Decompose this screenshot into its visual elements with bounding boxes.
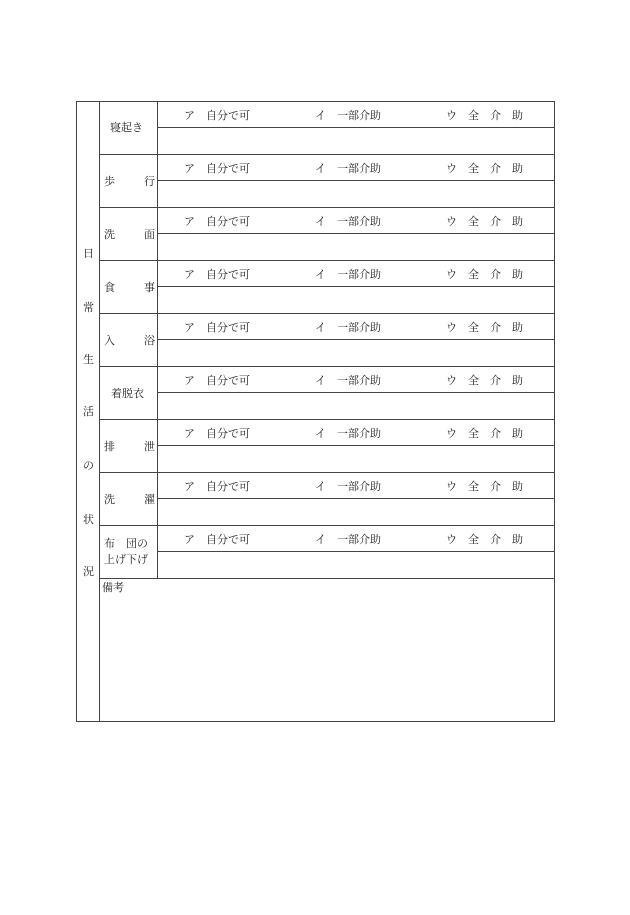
section-heading-char: 状 [83,513,94,526]
section-heading-column [77,102,100,721]
notes-cell[interactable] [158,340,554,366]
activity-label-cell [100,526,158,578]
option-full-assist[interactable]: ウ 全 介 助 [446,162,523,175]
activity-label-cell [100,261,158,313]
notes-cell[interactable] [158,499,554,525]
option-partial-assist[interactable]: イ 一部介助 [315,374,381,387]
option-full-assist[interactable]: ウ 全 介 助 [446,215,523,228]
activity-label-line2: 上げ下げ [104,553,148,566]
options-cell [158,420,554,446]
daily-living-form [76,101,555,722]
options-cell [158,208,554,234]
option-self[interactable]: ア 自分で可 [184,321,250,334]
option-self[interactable]: ア 自分で可 [184,162,250,175]
options-cell [158,155,554,181]
options-cell [158,314,554,340]
notes-cell[interactable] [158,128,554,154]
option-self[interactable]: ア 自分で可 [184,109,250,122]
activity-label-cell [100,420,158,472]
notes-cell[interactable] [158,552,554,578]
options-cell [158,473,554,499]
activity-label-right: 面 [144,228,155,241]
activity-label-left: 食 [104,281,115,294]
option-self[interactable]: ア 自分で可 [184,268,250,281]
option-full-assist[interactable]: ウ 全 介 助 [446,109,523,122]
remarks-label: 備考 [102,581,124,594]
activity-row-bathing [100,314,554,367]
option-self[interactable]: ア 自分で可 [184,533,250,546]
option-full-assist[interactable]: ウ 全 介 助 [446,427,523,440]
options-cell [158,261,554,287]
activity-row-walking [100,155,554,208]
activity-label-left: 洗 [104,228,115,241]
activity-row-waking [100,102,554,155]
activity-label: 寝起き [110,121,143,134]
section-heading-char: 況 [83,565,94,578]
activity-label-right: 濯 [144,493,155,506]
activity-label-cell [100,155,158,207]
option-full-assist[interactable]: ウ 全 介 助 [446,374,523,387]
option-partial-assist[interactable]: イ 一部介助 [315,268,381,281]
option-full-assist[interactable]: ウ 全 介 助 [446,480,523,493]
options-cell [158,367,554,393]
activity-label-right: 行 [144,175,155,188]
section-heading-char: 生 [83,353,94,366]
activity-row-dressing [100,367,554,420]
option-full-assist[interactable]: ウ 全 介 助 [446,533,523,546]
options-cell [158,102,554,128]
activity-label-left: 歩 [104,175,115,188]
activity-row-washing-face [100,208,554,261]
activity-label-right: 浴 [144,334,155,347]
activity-row-laundry [100,473,554,526]
activity-label: 着脱衣 [111,387,144,400]
notes-cell[interactable] [158,234,554,260]
option-partial-assist[interactable]: イ 一部介助 [315,427,381,440]
option-partial-assist[interactable]: イ 一部介助 [315,480,381,493]
activity-label-line1: 布 団の [104,537,148,550]
section-heading-char: 日 [83,247,94,260]
option-self[interactable]: ア 自分で可 [184,427,250,440]
activity-label-left: 入 [104,334,115,347]
option-partial-assist[interactable]: イ 一部介助 [315,321,381,334]
activity-label-left: 排 [104,440,115,453]
activity-label-cell [100,314,158,366]
notes-cell[interactable] [158,287,554,313]
option-partial-assist[interactable]: イ 一部介助 [315,109,381,122]
remarks-area[interactable] [100,579,554,721]
activity-label-cell [100,367,158,419]
option-partial-assist[interactable]: イ 一部介助 [315,215,381,228]
activity-label-cell [100,473,158,525]
notes-cell[interactable] [158,181,554,207]
activity-label-right: 泄 [144,440,155,453]
section-heading-char: 活 [83,405,94,418]
option-partial-assist[interactable]: イ 一部介助 [315,162,381,175]
activity-label-left: 洗 [104,493,115,506]
options-cell [158,526,554,552]
notes-cell[interactable] [158,446,554,472]
section-heading-char: の [83,459,94,472]
activity-label-cell [100,102,158,154]
activity-row-eating [100,261,554,314]
activity-label-right: 事 [144,281,155,294]
option-self[interactable]: ア 自分で可 [184,374,250,387]
option-full-assist[interactable]: ウ 全 介 助 [446,321,523,334]
option-partial-assist[interactable]: イ 一部介助 [315,533,381,546]
activity-row-toileting [100,420,554,473]
option-full-assist[interactable]: ウ 全 介 助 [446,268,523,281]
option-self[interactable]: ア 自分で可 [184,215,250,228]
activity-label-cell [100,208,158,260]
option-self[interactable]: ア 自分で可 [184,480,250,493]
activity-row-futon [100,526,554,579]
notes-cell[interactable] [158,393,554,419]
section-heading-char: 常 [83,301,94,314]
